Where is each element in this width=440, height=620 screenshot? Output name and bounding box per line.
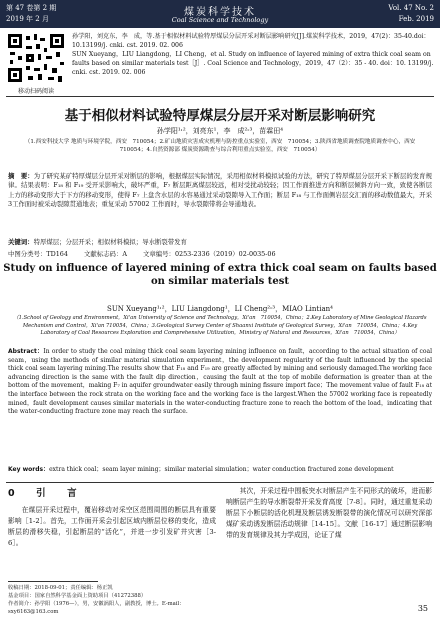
citation-cn: 孙学阳，刘克东，李 成，等.基于相似材料试验特厚煤层分层开采对断层影响研究[J].煤炭科学技术，2019，47(2)：35-40.doi：10.13199/j. cnki. cst. 2019. 02. 006 [72,33,430,49]
journal-title-en: Coal Science and Technology [171,16,269,24]
article-title-cn: 基于相似材料试验特厚煤层分层开采对断层影响研究 [64,108,376,124]
journal-title-cn: 煤炭科学技术 [184,7,256,18]
qr-code[interactable] [6,32,66,84]
footnote-fund: 基金项目：国家自然科学基金面上资助项目（41272388） [8,593,147,599]
abstract-cn-text: 为了研究某矿特厚煤层分层开采对断层的影响，根据煤层实际情况，采用相似材料模拟试验的方法，研究了特厚煤层分层开采下断层的发育规律。结果表明：F₁₈ 和 F₁₉ 受开采影响大，破坏严重，F₇ 断层距离煤层较远，相对受扰动较轻；因工作面推进方向和断层倾斜方向一致，致使各断层上方的移动变形大于下方的移动变形，使得 F₇ 上盘含水层的水容易通过采动裂隙导入工作面；断层 F₁₈ 与工作面侧岩层交汇面的移动数值最大，开采3工作面时被采动裂隙贯通地表；重复采动 57002 工作面时，导水裂隙带将会导通地表。 [8,172,433,209]
divider [6,482,434,483]
date-en: Feb. 2019 [398,15,434,23]
abstract-en-text: In order to study the coal mining thick coal seam layering mining influence on fault，according to the actual situation of coal seam，using the methods of similar material simulation experiment，the development regularity of the fault influenced by the special thick coal seam layering mining.The results show that F₁₈ and F₁₉ are greatly affected by mining and seriously damaged.The working face advancing direction is the same with the fault dip direction，causing the fault at the top of mobile deformation is greater than at the bottom of the movement，making F₇ in aquifer groundwater easily through mining fissure import face；The movement value of fault F₁₈ at the interface between the rock strata on the working face and the working face is the largest.When the 57002 working face is repeatedly mined，fault development causes similar materials in the water-conducting fracture zone to reach the bottom of the load，indicating that the water-conducting fracture zone may reach the surface. [8,348,433,416]
authors-cn: 孙学阳¹˒²，刘亮东¹，李 成²˒³，苗霖田⁴ [156,127,284,135]
qr-caption: 移动扫码阅读 [17,88,54,95]
qr-code-icon [6,32,66,84]
footnote-received: 收稿日期：2018-09-01；责任编辑：杨正凯 [8,585,113,591]
volume-en: Vol. 47 No. 2 [388,4,434,12]
divider [6,96,434,97]
volume-cn: 第 47 卷第 2 期 [6,4,57,12]
footnotes [8,584,218,616]
body-column-left [8,486,216,549]
document-code: 文献标志码：A [83,250,127,258]
abstract-en [8,348,432,417]
article-title-en: Study on influence of layered mining of extra thick coal seam on faults based on similar materials test [3,263,437,287]
body-text-left: 在煤层开采过程中，覆岩移动对采空区范围周围的断层具有重要影响［1-2］。首先，工作面开采会引起区域内断层位移的变化，造成断层的滑移失稳，引起断层的“活化”，并进一步引发矿井灾害［3-6］。 [8,506,216,547]
footnote-author: 作者简介：孙学阳（1976—），男，安徽涡阳人，副教授，博士。E-mail：sxy6163@163.com [8,601,185,615]
keywords-cn-text: 特厚煤层；分层开采；相似材料模拟；导水断裂带发育 [33,238,187,246]
abstract-cn [8,172,432,210]
keywords-cn-label: 关键词： [8,238,34,246]
affiliations-en: （1.School of Geology and Environment，Xi'an University of Science and Technology，Xi'an 710054，China；2.Key Laboratory of Mine Geological Hazards Mechanism and Control，Xi'an 710054，China；3.Geological Survey Center of Shaanxi Institute of Geological Survey，Xi'an 710054，China；4.Key Laboratory of Coal Resources Exploration and Comprehensive Utilization，Ministry of Natural and Resources，Xi'an 710054，China） [13,315,427,337]
citation-block [72,32,434,77]
keywords-en-text: extra thick coal；seam layer mining；similar material simulation；water conduction fractured zone development [49,466,394,473]
abstract-cn-label: 摘 要： [8,172,34,180]
keywords-cn [8,238,432,247]
keywords-en-label: Key words： [8,466,50,473]
citation-en: SUN Xueyang，LIU Liangdong，LI Cheng，et al. Study on influence of layered mining of extra thick coal seam on faults based on similar materials test［J］. Coal Science and Technology，2019，47（2）：35 - 40. doi：10. 13199/j. cnki. cst. 2019. 02. 006 [72,51,434,76]
body-column-right [226,486,432,541]
footnote-divider [8,581,98,582]
affiliations-cn: （1.西安科技大学 地质与环境学院，西安 710054；2.矿山地质灾害成灾机理与防控重点实验室，西安 710054；3.陕西省地质调查院地质调查中心，西安 710054；4.自然资源部 煤炭资源勘查与综合利用重点实验室，西安 710054） [24,139,421,153]
authors-en: SUN Xueyang¹˒²，LIU Liangdong¹，LI Cheng²˒³，MIAO Lintian⁴ [107,305,333,313]
abstract-en-label: Abstract： [8,348,44,355]
classification-line [8,249,432,258]
journal-header [0,0,440,28]
page-number: 35 [417,604,428,613]
header-right [388,3,434,25]
clc-number: 中图分类号：TD164 [8,250,68,258]
keywords-en [8,466,432,475]
section-heading-intro: 0 引 言 [8,488,83,499]
date-cn: 2019 年 2 月 [6,15,49,23]
article-number: 文章编号：0253-2336（2019）02-0035-06 [143,250,276,258]
body-text-right: 其次，开采过程中围板突水对断层产生不同形式的破坏，进而影响断层产生的导水断裂带开采发育高度［7-8］。同时，通过重复采动断层下小断层的活化机理及断层诱发断裂带的演化情况可以研究深部煤矿采动诱发断层活动规律［14-15］。文献［16-17］通过断层影响带的发育规律及其力学成因，论证了煤 [226,487,432,539]
